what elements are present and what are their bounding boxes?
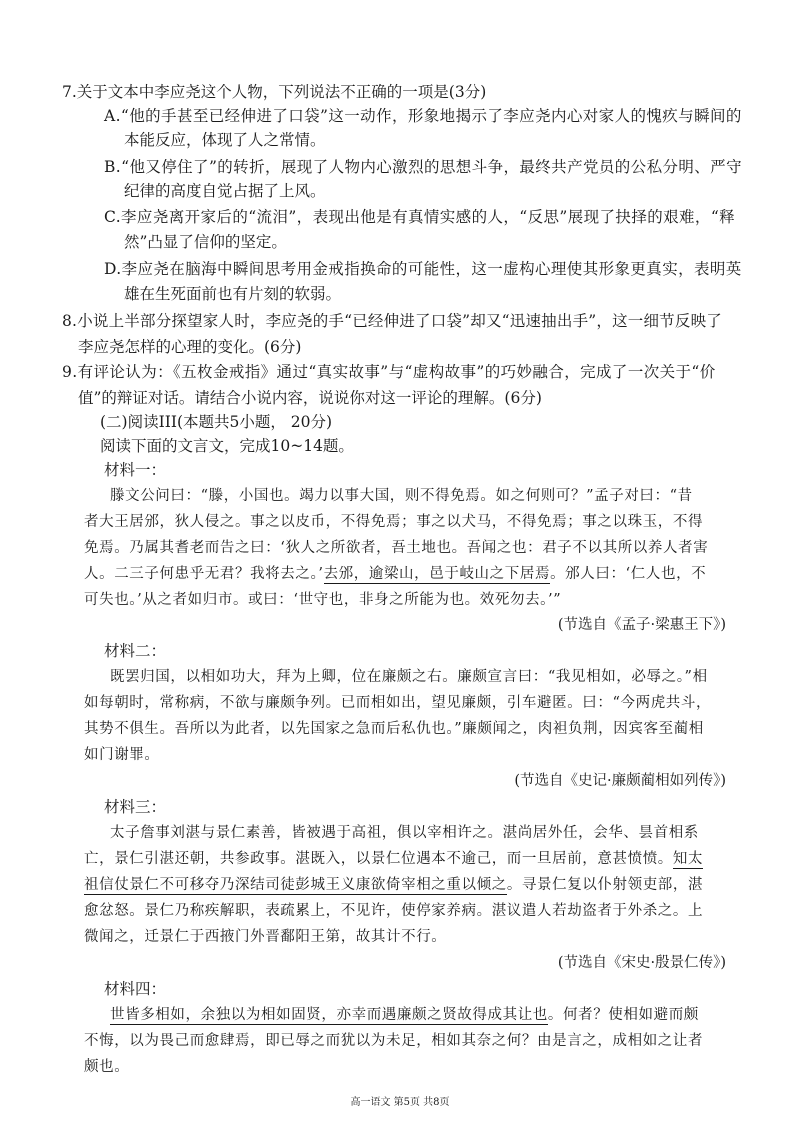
q7-stem: 7.关于文本中李应尧这个人物，下列说法不正确的一项是(3分) bbox=[62, 83, 487, 101]
material-2-line: 如门谢罪。 bbox=[84, 747, 160, 763]
material-1-line: 滕文公问曰：“滕，小国也。竭力以事大国，则不得免焉。如之何则可？”孟子对曰：“昔 bbox=[110, 488, 693, 504]
material-2-line: 既罢归国，以相如功大，拜为上卿，位在廉颇之右。廉颇宣言曰：“我见相如，必辱之。”相 bbox=[110, 669, 708, 685]
q9-stem-cont: 值”的辩证对话。请结合小说内容，说说你对这一评论的理解。(6分) bbox=[78, 389, 542, 407]
material-1-source: (节选自《孟子·梁惠王下》) bbox=[557, 617, 726, 633]
material-3-text: 亡，景仁引湛还朝，共参政事。湛既入，以景仁位遇本不逾己，而一旦居前，意甚愤愤。 bbox=[84, 851, 673, 867]
q8-stem: 8.小说上半部分探望家人时，李应尧的手“已经伸进了口袋”却又“迅速抽出手”，这一细节反映了 bbox=[62, 312, 722, 330]
q7-option-b: B.“他又停住了”的转折，展现了人物内心激烈的思想斗争，最终共产党员的公私分明、严守 bbox=[104, 158, 742, 176]
material-3-line: 愈忿怒。景仁乃称疾解职，表疏累上，不见许，使停家养病。湛议遣人若劫盗者于外杀之。上 bbox=[84, 903, 704, 919]
material-1-line: 可失也。’从之者如归市。或曰：‘世守也，非身之所能为也。效死勿去。’” bbox=[84, 592, 562, 608]
material-1-text: 。邠人曰：‘仁人也，不 bbox=[550, 566, 707, 582]
material-3-label: 材料三： bbox=[104, 798, 167, 816]
material-4-line: 颇也。 bbox=[84, 1059, 130, 1075]
material-1-line: 者大王居邠，狄人侵之。事之以皮币，不得免焉；事之以犬马，不得免焉；事之以珠玉，不得 bbox=[84, 514, 704, 530]
q9-stem: 9.有评论认为：《五枚金戒指》通过“真实故事”与“虚构故事”的巧妙融合，完成了一次关于“价 bbox=[62, 363, 716, 381]
q7-option-b-cont: 纪律的高度自觉占据了上风。 bbox=[124, 182, 326, 200]
material-4-line bbox=[110, 1005, 699, 1025]
material-3-text: 。寻景仁复以仆射领吏部，湛 bbox=[506, 877, 704, 893]
material-3-line: 微闻之，迁景仁于西掖门外晋鄱阳王第，故其计不行。 bbox=[84, 929, 447, 945]
underlined-sentence: 祖信仗景仁不可移夺乃深结司徒彭城王义康欲倚宰相之重以倾之 bbox=[84, 877, 507, 893]
q8-stem-cont: 李应尧怎样的心理的变化。(6分) bbox=[78, 338, 302, 356]
q7-option-a-cont: 本能反应，体现了人之常情。 bbox=[124, 131, 326, 149]
q7-option-c: C.李应尧离开家后的“流泪”，表现出他是有真情实感的人，“反思”展现了抉择的艰难，“释 bbox=[104, 208, 736, 226]
underlined-sentence: 世皆多相如，余独以为相如固贤，亦幸而遇廉颇之贤故得成其让也 bbox=[110, 1007, 548, 1023]
material-2-label: 材料二： bbox=[104, 642, 167, 660]
material-1-line: 免焉。乃属其耆老而告之曰：‘狄人之所欲者，吾土地也。吾闻之也：君子不以其所以养人者害 bbox=[84, 540, 709, 556]
underlined-sentence: 知太 bbox=[672, 851, 704, 867]
material-1-text: 人。二三子何患乎无君？我将去之。’ bbox=[84, 566, 324, 582]
material-2-line: 如每朝时，常称病，不欲与廉颇争列。已而相如出，望见廉颇，引车避匿。曰：“今两虎共斗， bbox=[84, 695, 712, 711]
q7-option-c-cont: 然”凸显了信仰的坚定。 bbox=[124, 233, 287, 251]
q7-option-a: A.“他的手甚至已经伸进了口袋”这一动作，形象地揭示了李应尧内心对家人的愧疚与瞬间的 bbox=[104, 107, 742, 125]
page-footer: 高一语文 第5页 共8页 bbox=[350, 1097, 450, 1108]
section-title: (二)阅读III(本题共5小题， 20分) bbox=[100, 413, 333, 431]
material-3-source: (节选自《宋史·殷景仁传》) bbox=[557, 955, 726, 971]
material-2-line: 其势不俱生。吾所以为此者，以先国家之急而后私仇也。”廉颇闻之，肉袒负荆，因宾客至蔺相 bbox=[84, 721, 704, 737]
material-4-line: 不悔，以为畏己而愈肆焉，即已辱之而犹以为未足，相如其奈之何？由是言之，成相如之让者 bbox=[84, 1033, 704, 1049]
material-1-line bbox=[84, 564, 706, 584]
material-4-text: 。何者？使相如避而颇 bbox=[547, 1007, 699, 1023]
material-3-line bbox=[84, 875, 703, 895]
material-3-line bbox=[84, 849, 703, 869]
material-3-line: 太子詹事刘湛与景仁素善，皆被遇于高祖，俱以宰相许之。湛尚居外任，会华、昙首相系 bbox=[110, 825, 699, 841]
section-instruction: 阅读下面的文言文，完成10~14题。 bbox=[100, 437, 354, 455]
material-2-source: (节选自《史记·廉颇蔺相如列传》) bbox=[514, 773, 726, 789]
underlined-sentence: 去邠，逾梁山，邑于岐山之下居焉 bbox=[323, 566, 551, 582]
material-1-label: 材料一： bbox=[104, 461, 167, 479]
q7-option-d-cont: 雄在生死面前也有片刻的软弱。 bbox=[124, 285, 342, 303]
q7-option-d: D.李应尧在脑海中瞬间思考用金戒指换命的可能性，这一虚构心理使其形象更真实，表明英 bbox=[104, 260, 742, 278]
material-4-label: 材料四： bbox=[104, 980, 167, 998]
